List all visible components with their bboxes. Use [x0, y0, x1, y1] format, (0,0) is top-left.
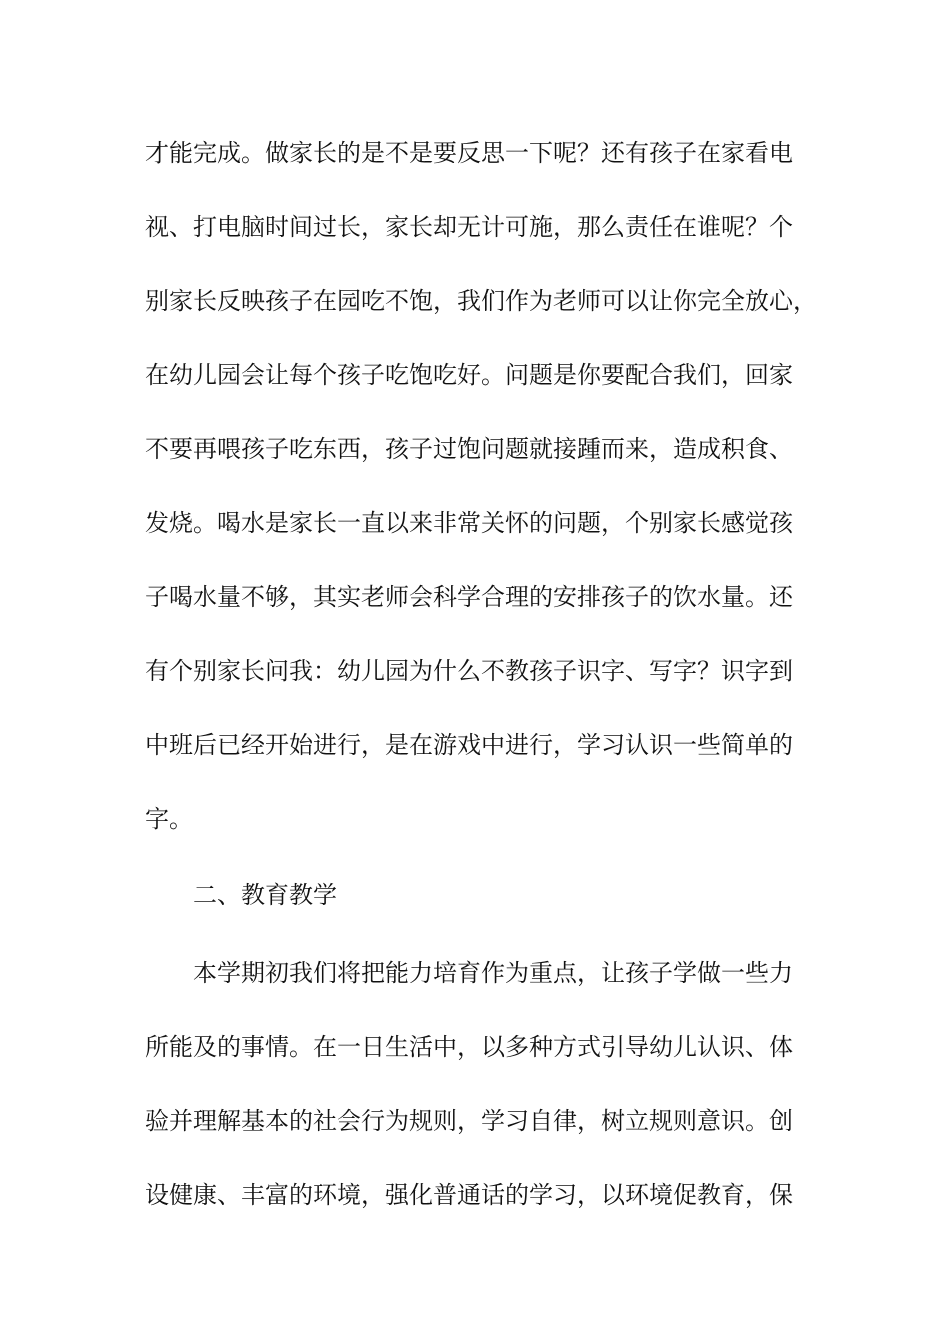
paragraph-line: 在幼儿园会让每个孩子吃饱吃好。问题是你要配合我们，回家 — [145, 361, 793, 389]
paragraph-line: 所能及的事情。在一日生活中，以多种方式引导幼儿认识、体 — [145, 1033, 793, 1061]
paragraph-line: 视、打电脑时间过长，家长却无计可施，那么责任在谁呢？个 — [145, 213, 793, 241]
paragraph-line: 字。 — [145, 805, 193, 833]
paragraph-line: 发烧。喝水是家长一直以来非常关怀的问题，个别家长感觉孩 — [145, 509, 793, 537]
paragraph-line: 本学期初我们将把能力培育作为重点，让孩子学做一些力 — [193, 959, 793, 987]
paragraph-line: 别家长反映孩子在园吃不饱，我们作为老师可以让你完全放心， — [145, 287, 817, 315]
paragraph-line: 中班后已经开始进行，是在游戏中进行，学习认识一些简单的 — [145, 731, 793, 759]
section-heading: 二、教育教学 — [193, 881, 337, 909]
paragraph-line: 验并理解基本的社会行为规则，学习自律，树立规则意识。创 — [145, 1107, 793, 1135]
paragraph-line: 设健康、丰富的环境，强化普通话的学习，以环境促教育，保 — [145, 1181, 793, 1209]
paragraph-line: 有个别家长问我：幼儿园为什么不教孩子识字、写字？识字到 — [145, 657, 793, 685]
paragraph-line: 才能完成。做家长的是不是要反思一下呢？还有孩子在家看电 — [145, 139, 793, 167]
paragraph-line: 不要再喂孩子吃东西，孩子过饱问题就接踵而来，造成积食、 — [145, 435, 793, 463]
paragraph-line: 子喝水量不够，其实老师会科学合理的安排孩子的饮水量。还 — [145, 583, 793, 611]
